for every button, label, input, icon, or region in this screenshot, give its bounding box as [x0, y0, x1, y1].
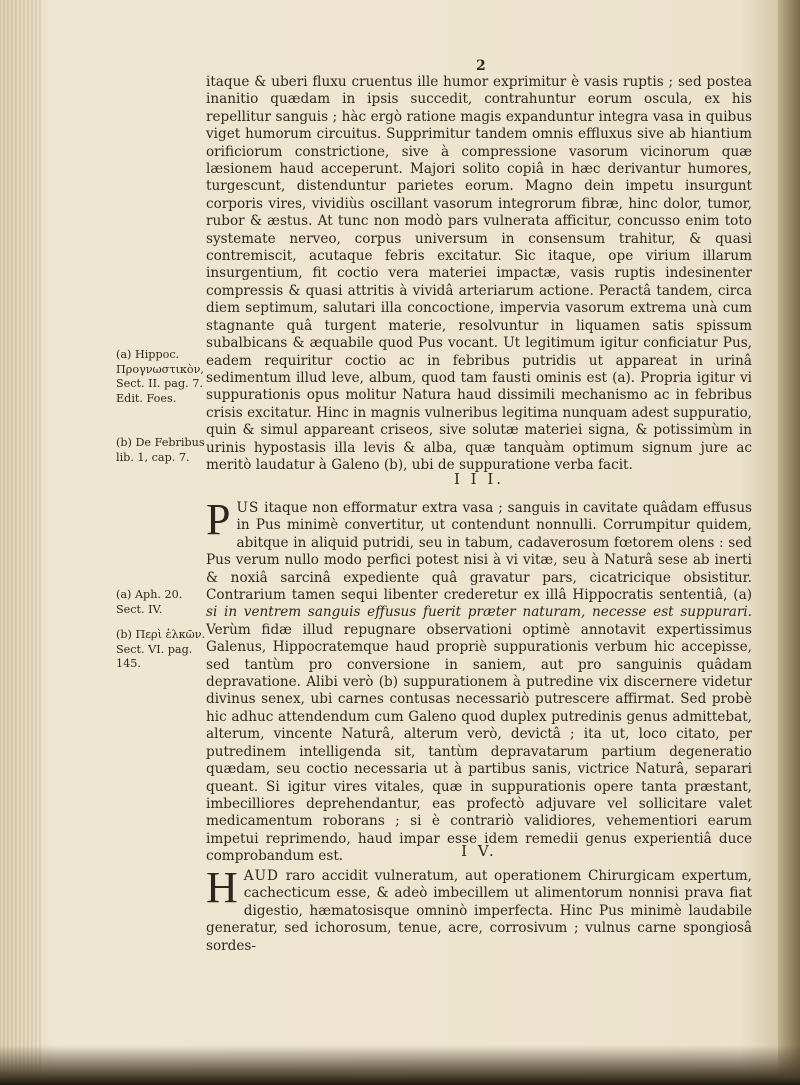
page-right-edge — [778, 0, 800, 1085]
section-heading-3: I I I. — [453, 470, 505, 488]
margin-note-b-2: (b) Περὶ ἑλκῶν. Sect. VI. pag. 145. — [116, 628, 206, 670]
paragraph-text: itaque & uberi fluxu cruentus ille humor exprimitur è vasis ruptis ; sed postea inanitio quædam in ipsis succedit, contrahuntur eorum oscula, ex his repellitur sanguis ; hàc ergò ratione magis expanduntur integra vasa in quibus viget humorum circuitus. Supprimitur tandem omnis effluxus sive ab hiantium orificiorum constrictione, sive à compressione vasorum vicinorum quæ læsionem haud acceperunt. Majori solito copiâ in hæc derivantur humores, turgescunt, distenduntur parietes eorum. Magno dein impetu insurgunt corporis vires, vividiùs oscillant vasorum integrorum fibræ, hinc dolor, tumor, rubor & æstus. At tunc non modò pars vulnerata afficitur, concusso enim toto systemate nerveo, corpus universum in consensum trahitur, & quasi contremiscit, acutaque febris excitatur. Sic itaque, ope virium illarum insurgentium, fit coctio vera materiei impactæ, vasis ruptis indesinenter compressis & quasi attritis à vividâ arteriarum actione. Peractâ tandem, circa diem septimum, salutari illa concoctione, impervia vasorum extrema unà cum stagnante quâ turgent materie, resolvuntur in liquamen satis spissum subalbicans & æquabile quod Pus vocant. Ut legitimum igitur conficiatur Pus, eadem requiritur coctio ac in febribus putridis ut appareat in urinâ sedimentum illud leve, album, quod tam fausti ominis est (a). Propria igitur vi suppurationis opus molitur Natura haud dissimili mechanismo ac in febribus crisis excitatur. Hinc in magnis vulneribus legitima nunquam adest suppuratio, quin & simul appareant criseos, sive solutæ materiei signa, & potissimùm in urinis hypostasis illa levis & alba, quæ tanquàm optimum signum jure ac meritò laudatur à Galeno (b), ubi de suppuratione verba facit. — [206, 74, 752, 473]
page-number: 2 — [476, 58, 486, 74]
small-caps-lead: AUD — [243, 868, 279, 884]
drop-cap: H — [206, 863, 238, 912]
section-3-text-b: Verùm fidæ illud repugnare observationi optimè annotavit expertissimus Galenus, Hippocratemque haud propriè suppurationis verbum hic accepisse, sed tantùm pro conversione in saniem, aut pro sanguinis quâdam depravatione. Alibi verò (b) suppurationem à putredine vix discernere videtur divinus senex, ubi carnes contusas necessariò putrescere affirmat. Sed probè hic adhuc attendendum cum Galeno quod duplex putredinis genus admittebat, alterum, vincente Naturâ, alterum verò, devictâ ; ita ut, loco citato, per putredinem intelligenda sit, tantùm depravatarum partium degeneratio quædam, seu coctio necessaria ut à partibus sanis, victrice Naturâ, separari queant. Si igitur vires vitales, quæ in suppurationis opere tanta præstant, imbecilliores deprehendantur, eas profectò adjuvare vel sollicitare valet medicamentum roborans ; si è contrariò validiores, vehementiori earum impetui reprimendo, haud impar esse idem remedii genus experientiâ duce comprobandum est. — [206, 621, 752, 865]
small-caps-lead: US — [236, 500, 260, 516]
margin-note-a-2: (a) Aph. 20. Sect. IV. — [116, 588, 183, 616]
margin-note-b: (b) De Febribus lib. 1, cap. 7. — [116, 436, 205, 464]
section-heading-4: I V. — [461, 842, 497, 860]
paragraph-continued — [206, 74, 752, 474]
drop-cap: P — [206, 495, 231, 544]
section-4-text — [206, 863, 752, 955]
page-bottom-shadow — [0, 1045, 800, 1085]
section-3-text — [206, 495, 752, 866]
margin-note-a: (a) Hippoc. Προγνωστικὸν, Sect. II. pag. 7. Edit. Foes. — [116, 348, 204, 405]
section-4-text-a: raro accidit vulneratum, aut operationem Chirurgicam expertum, cachecticum esse, & adeò imbecillem ut alimentorum nonnisi prava fiat digestio, hæmatosisque omninò imperfecta. Hinc Pus minimè laudabile generatur, sed ichorosum, tenue, acre, corrosivum ; vulnus carne spongiosâ sordes- — [206, 868, 752, 954]
page-gutter — [0, 0, 42, 1085]
hippocrates-quote: si in ventrem sanguis effusus fuerit præter naturam, necesse est suppurari. — [206, 604, 752, 621]
section-3-text-a: itaque non efformatur extra vasa ; sanguis in cavitate quâdam effusus in Pus minimè convertitur, ut contendunt nonnulli. Corrumpitur quidem, abitque in aliquid putridi, seu in tabum, cadaverosum fœtorem olens : sed Pus verum nullo modo perfici potest nisi à vi vitæ, seu à Naturâ sese ab inerti & noxiâ sarcinâ expediente quâ gravatur pars, cicatricique obsistitur. Contrarium tamen sequi libenter crederetur ex illâ Hippocratis sententiâ, (a) — [206, 500, 752, 604]
